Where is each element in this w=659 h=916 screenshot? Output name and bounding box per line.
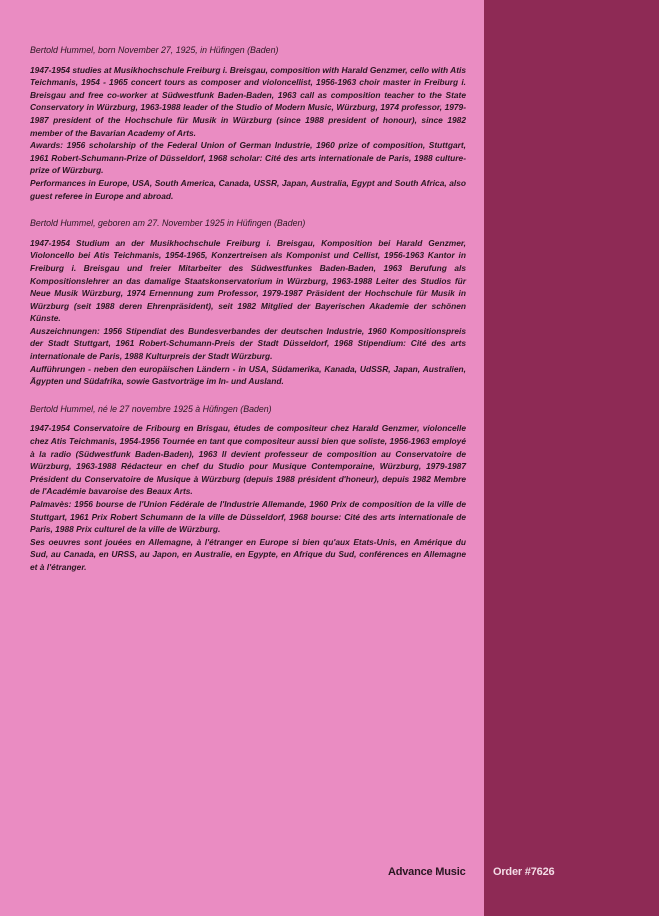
bio-paragraph: Auszeichnungen: 1956 Stipendiat des Bundesverbandes der deutschen Industrie, 1960 Kompositionspreis der Stadt Stuttgart, 1961 Robert-Schumann-Preis der Stadt Düsseldorf, 1968 Stipendium: Cité des arts internationale de Paris, 1988 Kulturpreis der Stadt Würzburg. bbox=[30, 325, 466, 362]
bio-heading: Bertold Hummel, né le 27 novembre 1925 à Hüfingen (Baden) bbox=[30, 403, 272, 414]
bio-paragraph: 1947-1954 Conservatoire de Fribourg en Brisgau, études de compositeur chez Harald Genzmer, violoncelle chez Atis Teichmanis, 1954-1956 Tournée en tant que compositeur aussi bien que soliste, 1956-1963 employé à la radio (Südwestfunk Baden-Baden), 1963 Il devient professeur de composition au Conservatoire de Würzburg, 1963-1988 Rédacteur en chef du Studio pour Musique Contemporaine, Würzburg, 1979-1987 Président du Conservatoire de Musique à Würzburg (depuis 1988 président d'honeur), depuis 1982 Membre de l'Académie bavaroise des Beaux Arts. bbox=[30, 423, 466, 497]
bio-heading: Bertold Hummel, geboren am 27. November 1925 in Hüfingen (Baden) bbox=[30, 218, 306, 229]
bio-paragraph: Ses oeuvres sont jouées en Allemagne, à l'étranger en Europe si bien qu'aux Etats-Unis, en Amérique du Sud, au Canada, en URSS, au Japon, en Australie, en Egypte, en Afrique du Sud, conférences en Allemagne et à l'étranger. bbox=[30, 536, 466, 572]
bio-french bbox=[30, 403, 466, 574]
bio-english bbox=[30, 44, 466, 202]
bio-heading: Bertold Hummel, born November 27, 1925, in Hüfingen (Baden) bbox=[30, 45, 279, 55]
order-number: Order #7626 bbox=[493, 866, 555, 878]
bio-paragraph: 1947-1954 Studium an der Musikhochschule Freiburg i. Breisgau, Komposition bei Harald Genzmer, Violoncello bei Atis Teichmanis, 1954-1965, Konzertreisen als Komponist und Cellist, 1956-1963 Kantor in Freiburg i. Breisgau und freier Mitarbeiter des Südwestfunkes Baden-Baden, 1963 Berufung als Kompositionslehrer an das damalige Staatskonservatorium in Würzburg, 1963-1988 Leiter des Studios für Neue Musik Würzburg, 1974 Ernennung zum Professor, 1979-1987 Präsident der Hochschule für Musik in Würzburg (seit 1988 deren Ehrenpräsident), seit 1982 Mitglied der Bayerischen Akademie der schönen Künste. bbox=[30, 237, 466, 324]
bio-paragraph: Performances in Europe, USA, South America, Canada, USSR, Japan, Australia, Egypt and South Africa, also guest referee in Europe and abroad. bbox=[30, 177, 466, 201]
bio-paragraph: Palmavès: 1956 bourse de l'Union Fédérale de l'Industrie Allemande, 1960 Prix de composition de la ville de Stuttgart, 1961 Prix Robert Schumann de la ville de Düsseldorf, 1968 bourse: Cité des arts internationale de Paris, 1988 Prix culturel de la ville de Würzburg. bbox=[30, 499, 466, 535]
bio-paragraph: 1947-1954 studies at Musikhochschule Freiburg i. Breisgau, composition with Harald Genzmer, cello with Atis Teichmanis, 1954 - 1965 concert tours as composer and violoncellist, 1956-1963 choir master in Freiburg i. Breisgau and free co-worker at Südwestfunk Baden-Baden, 1963 call as composition teacher to the State Conservatory in Würzburg, 1963-1988 leader of the Studio of Modern Music, Würzburg, 1974 professor, 1979-1987 president of the Hochschule für Musik in Würzburg (since 1988 president of honour), since 1982 member of the Bavarian Academy of Arts. bbox=[30, 64, 466, 138]
bio-german bbox=[30, 217, 466, 388]
bio-paragraph: Aufführungen - neben den europäischen Ländern - in USA, Südamerika, Kanada, UdSSR, Japan, Australien, Ägypten und Südafrika, sowie Gastvorträge im In- und Ausland. bbox=[30, 363, 466, 387]
publisher-name: Advance Music bbox=[388, 866, 466, 878]
biography-content bbox=[30, 44, 466, 589]
bio-paragraph: Awards: 1956 scholarship of the Federal Union of German Industrie, 1960 prize of composition, Stuttgart, 1961 Robert-Schumann-Prize of Düsseldorf, 1968 scholar: Cité des arts internationale de Paris, 1988 culture-prize of Würzburg. bbox=[30, 140, 466, 176]
side-color-band bbox=[484, 0, 659, 916]
